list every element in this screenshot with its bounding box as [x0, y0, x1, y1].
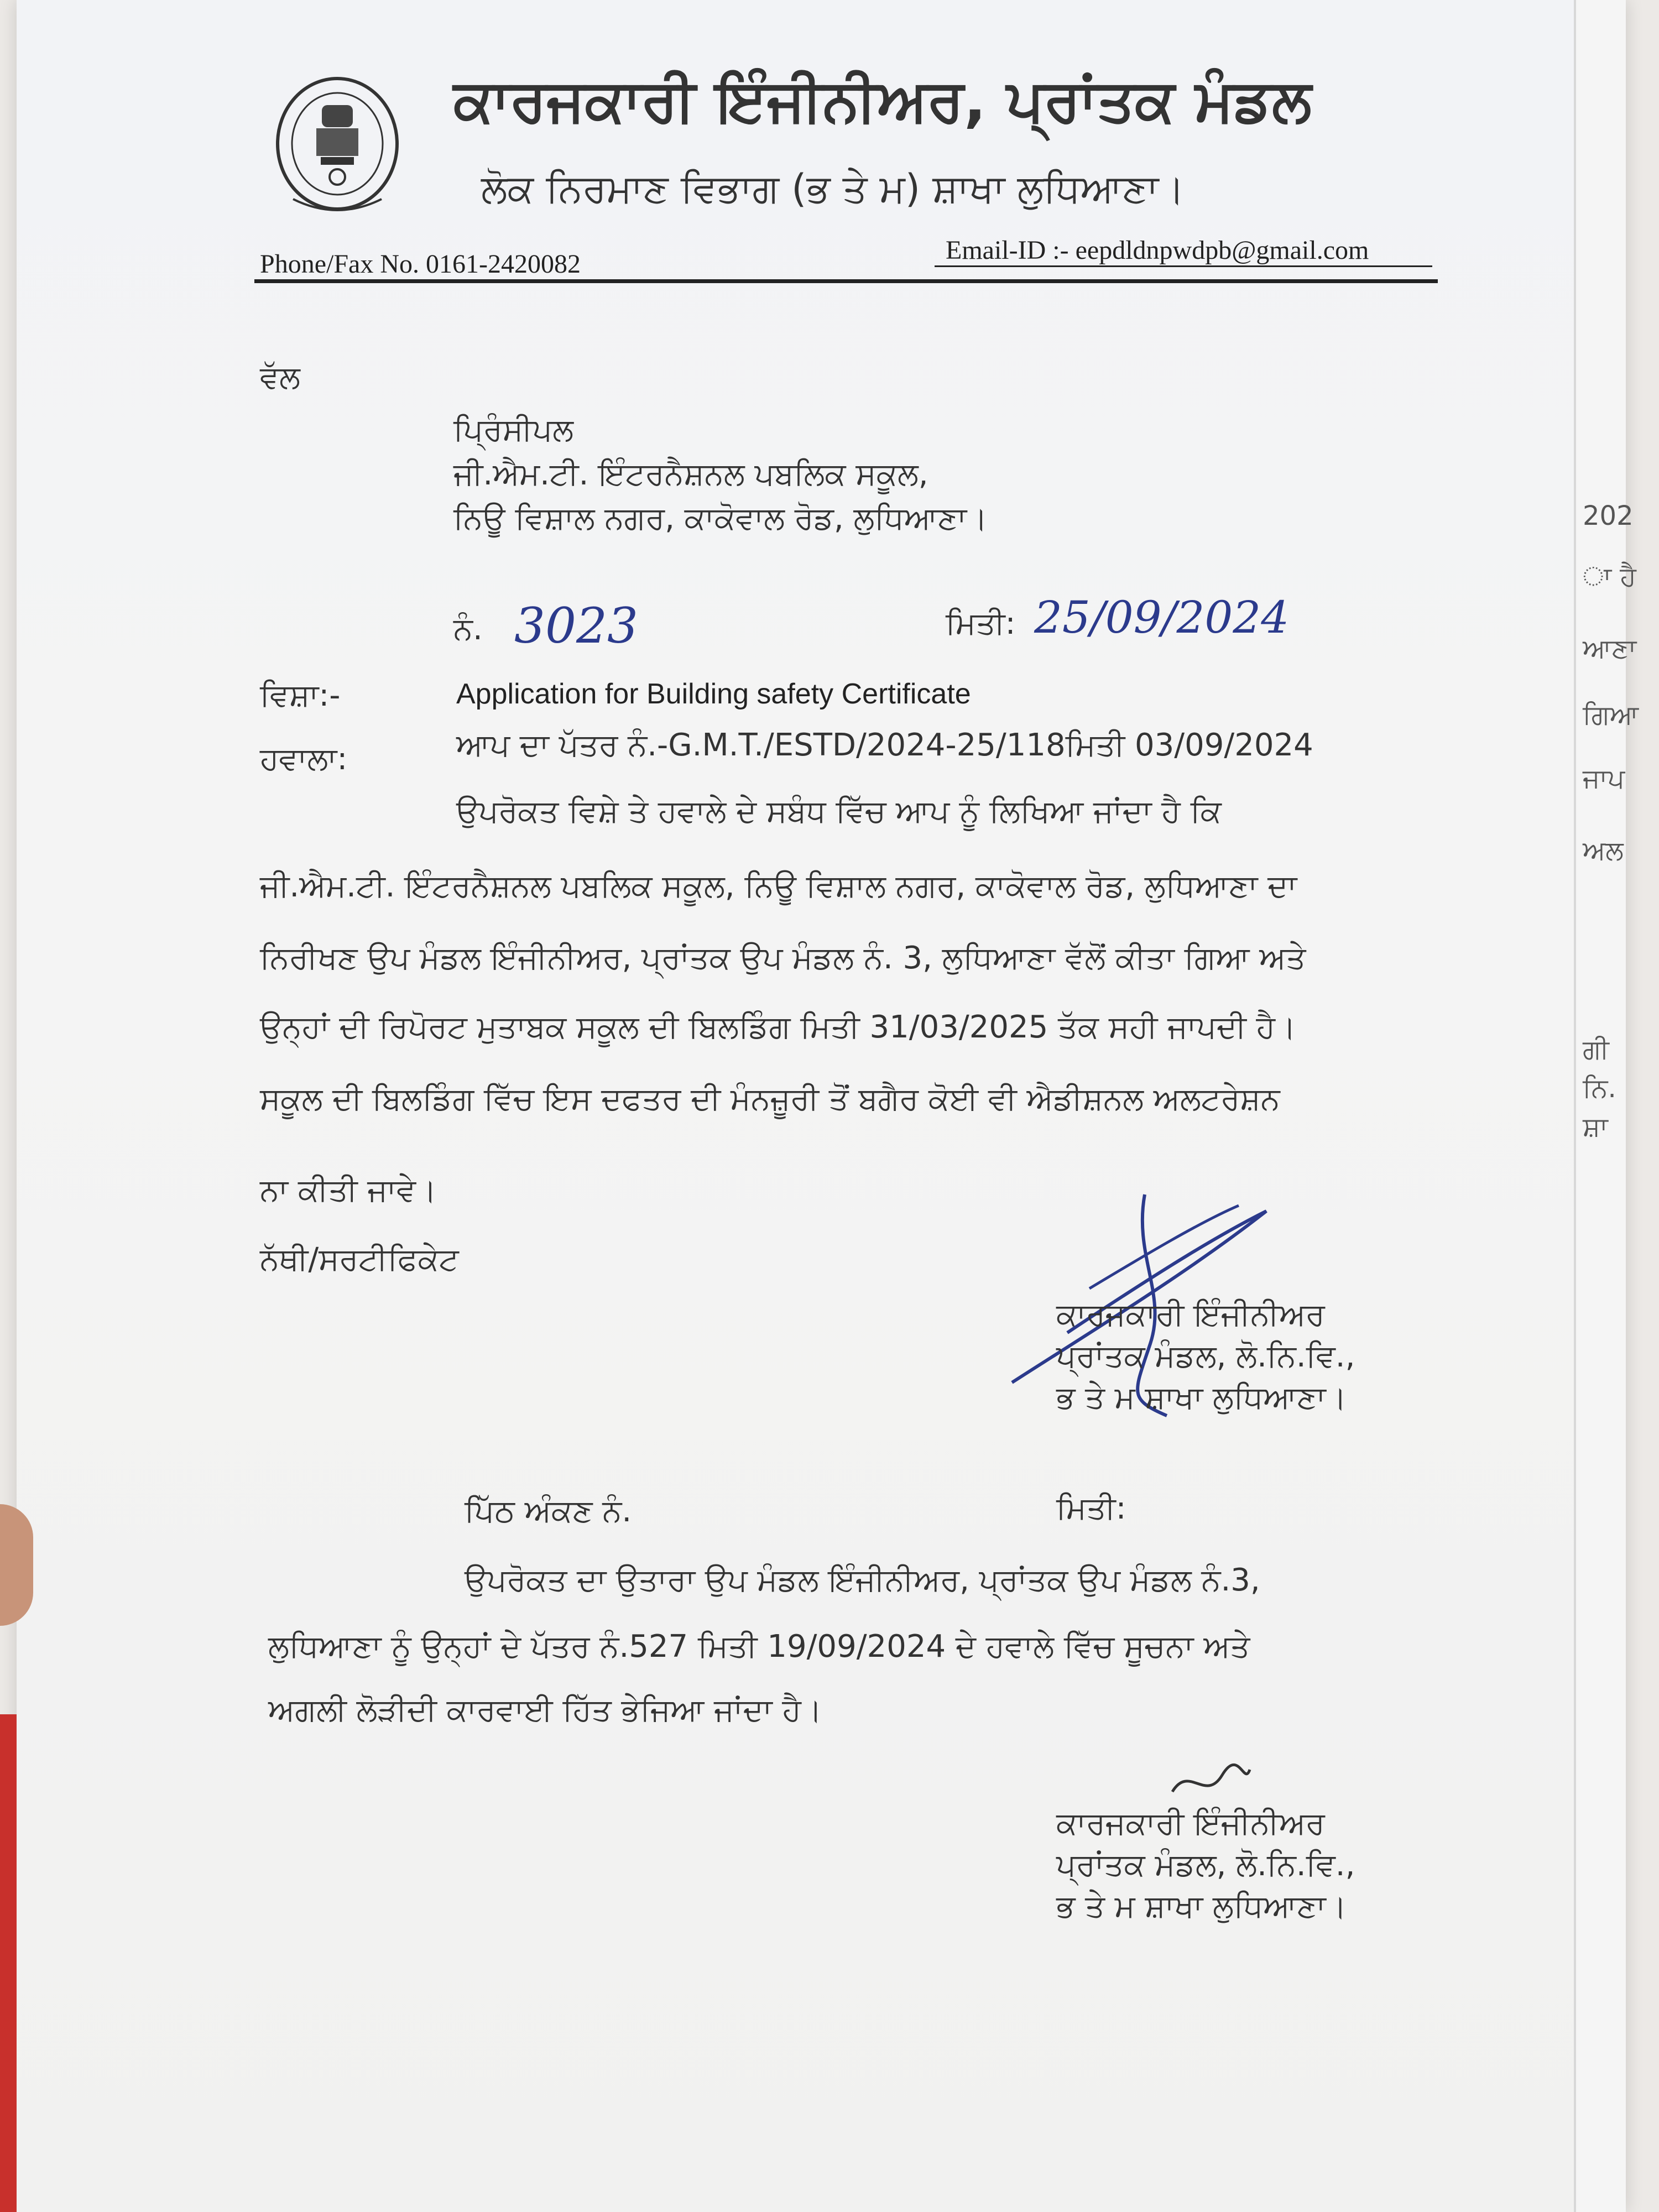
edge-fragment-9: ਸ਼ਾ: [1583, 1112, 1608, 1142]
ref-date-label: ਮਿਤੀ:: [946, 606, 1016, 641]
body-line-4: ਉਨ੍ਹਾਂ ਦੀ ਰਿਪੋਰਟ ਮੁਤਾਬਕ ਸਕੂਲ ਦੀ ਬਿਲਡਿੰਗ ਮਿਤੀ 31/03/2025 ਤੱਕ ਸਹੀ ਜਾਪਦੀ ਹੈ।: [260, 1009, 1296, 1045]
edge-fragment-5: ਜਾਪ: [1583, 763, 1625, 794]
handwritten-initials-2: [1167, 1759, 1255, 1808]
recipient-line-1: ਪ੍ਰਿੰਸੀਪਲ: [453, 412, 573, 448]
body-line-3: ਨਿਰੀਖਣ ਉਪ ਮੰਡਲ ਇੰਜੀਨੀਅਰ, ਪ੍ਰਾਂਤਕ ਉਪ ਮੰਡਲ ਨੰ. 3, ਲੁਧਿਆਣਾ ਵੱਲੋਂ ਕੀਤਾ ਗਿਆ ਅਤੇ: [260, 940, 1306, 976]
punjab-emblem-icon: [271, 66, 404, 221]
underlying-page-edge: [1574, 0, 1639, 2212]
endorsement-date-label: ਮਿਤੀ:: [1056, 1490, 1126, 1526]
phone-fax: Phone/Fax No. 0161-2420082: [260, 249, 581, 279]
office-title: ਕਾਰਜਕਾਰੀ ਇੰਜੀਨੀਅਰ, ਪ੍ਰਾਂਤਕ ਮੰਡਲ: [453, 66, 1312, 134]
edge-fragment-2: ਾ ਹੈ: [1583, 561, 1636, 592]
recipient-line-2: ਜੀ.ਐਮ.ਟੀ. ਇੰਟਰਨੈਸ਼ਨਲ ਪਬਲਿਕ ਸਕੂਲ,: [453, 456, 928, 492]
subject-label: ਵਿਸ਼ਾ:-: [260, 677, 341, 713]
signature-2-line-2: ਪ੍ਰਾਂਤਕ ਮੰਡਲ, ਲੋ.ਨਿ.ਵਿ.,: [1056, 1847, 1355, 1883]
holding-thumb: [0, 1504, 33, 1626]
endorsement-line-1: ਉਪਰੋਕਤ ਦਾ ਉਤਾਰਾ ਉਪ ਮੰਡਲ ਇੰਜੀਨੀਅਰ, ਪ੍ਰਾਂਤਕ ਉਪ ਮੰਡਲ ਨੰ.3,: [465, 1562, 1260, 1598]
letterhead-rule: [254, 279, 1438, 283]
body-line-5: ਸਕੂਲ ਦੀ ਬਿਲਡਿੰਗ ਵਿੱਚ ਇਸ ਦਫਤਰ ਦੀ ਮੰਨਜ਼ੂਰੀ ਤੋਂ ਬਗੈਰ ਕੋਈ ਵੀ ਐਡੀਸ਼ਨਲ ਅਲਟਰੇਸ਼ਨ: [260, 1081, 1280, 1117]
ref-no-label: ਨੰ.: [453, 611, 483, 647]
ref-no-handwritten: 3023: [514, 597, 638, 654]
letter-page: [17, 0, 1639, 2212]
body-line-1: ਉਪਰੋਕਤ ਵਿਸ਼ੇ ਤੇ ਹਵਾਲੇ ਦੇ ਸਬੰਧ ਵਿੱਚ ਆਪ ਨੂੰ ਲਿਖਿਆ ਜਾਂਦਾ ਹੈ ਕਿ: [456, 794, 1222, 830]
signature-2-line-1: ਕਾਰਜਕਾਰੀ ਇੰਜੀਨੀਅਰ: [1056, 1806, 1325, 1841]
signature-1-line-3: ਭ ਤੇ ਮ ਸ਼ਾਖਾ ਲੁਧਿਆਣਾ।: [1056, 1380, 1347, 1416]
to-label: ਵੱਲ: [260, 359, 300, 395]
signature-2-line-3: ਭ ਤੇ ਮ ਸ਼ਾਖਾ ਲੁਧਿਆਣਾ।: [1056, 1888, 1347, 1924]
recipient-line-3: ਨਿਊ ਵਿਸ਼ਾਲ ਨਗਰ, ਕਾਕੋਵਾਲ ਰੋਡ, ਲੁਧਿਆਣਾ।: [453, 500, 988, 536]
background-red-strip: [0, 1714, 17, 2212]
endorsement-line-3: ਅਗਲੀ ਲੋੜੀਦੀ ਕਾਰਵਾਈ ਹਿੱਤ ਭੇਜਿਆ ਜਾਂਦਾ ਹੈ।: [268, 1692, 822, 1728]
enclosure: ਨੱਥੀ/ਸਰਟੀਫਿਕੇਟ: [260, 1241, 459, 1277]
department-subtitle: ਲੋਕ ਨਿਰਮਾਣ ਵਿਭਾਗ (ਭ ਤੇ ਮ) ਸ਼ਾਖਾ ਲੁਧਿਆਣਾ।: [481, 166, 1185, 211]
subject-text: Application for Building safety Certificate: [456, 678, 971, 710]
reference-label: ਹਵਾਲਾ:: [260, 741, 348, 777]
endorsement-no-label: ਪਿੱਠ ਅੰਕਣ ਨੰ.: [465, 1493, 632, 1529]
signature-1-line-1: ਕਾਰਜਕਾਰੀ ਇੰਜੀਨੀਅਰ: [1056, 1297, 1325, 1333]
edge-fragment-6: ਅਲ: [1583, 835, 1624, 866]
ref-date-handwritten: 25/09/2024: [1034, 592, 1290, 643]
edge-fragment-7: ਗੀ: [1583, 1034, 1609, 1065]
edge-fragment-1: 202: [1583, 500, 1634, 531]
body-line-6: ਨਾ ਕੀਤੀ ਜਾਵੇ।: [260, 1172, 437, 1208]
email-underline: [935, 265, 1432, 267]
reference-text: ਆਪ ਦਾ ਪੱਤਰ ਨੰ.-G.M.T./ESTD/2024-25/118ਮਿਤੀ 03/09/2024: [456, 727, 1313, 763]
email-id: Email-ID :- eepdldnpwdpb@gmail.com: [946, 236, 1369, 265]
signature-1-line-2: ਪ੍ਰਾਂਤਕ ਮੰਡਲ, ਲੋ.ਨਿ.ਵਿ.,: [1056, 1338, 1355, 1374]
edge-fragment-3: ਆਣਾ: [1583, 633, 1637, 664]
edge-fragment-4: ਗਿਆ: [1583, 700, 1639, 731]
body-line-2: ਜੀ.ਐਮ.ਟੀ. ਇੰਟਰਨੈਸ਼ਨਲ ਪਬਲਿਕ ਸਕੂਲ, ਨਿਊ ਵਿਸ਼ਾਲ ਨਗਰ, ਕਾਕੋਵਾਲ ਰੋਡ, ਲੁਧਿਆਣਾ ਦਾ: [260, 868, 1297, 904]
edge-fragment-8: ਨਿ.: [1583, 1073, 1616, 1104]
endorsement-line-2: ਲੁਧਿਆਣਾ ਨੂੰ ਉਨ੍ਹਾਂ ਦੇ ਪੱਤਰ ਨੰ.527 ਮਿਤੀ 19/09/2024 ਦੇ ਹਵਾਲੇ ਵਿੱਚ ਸੂਚਨਾ ਅਤੇ: [268, 1629, 1250, 1665]
